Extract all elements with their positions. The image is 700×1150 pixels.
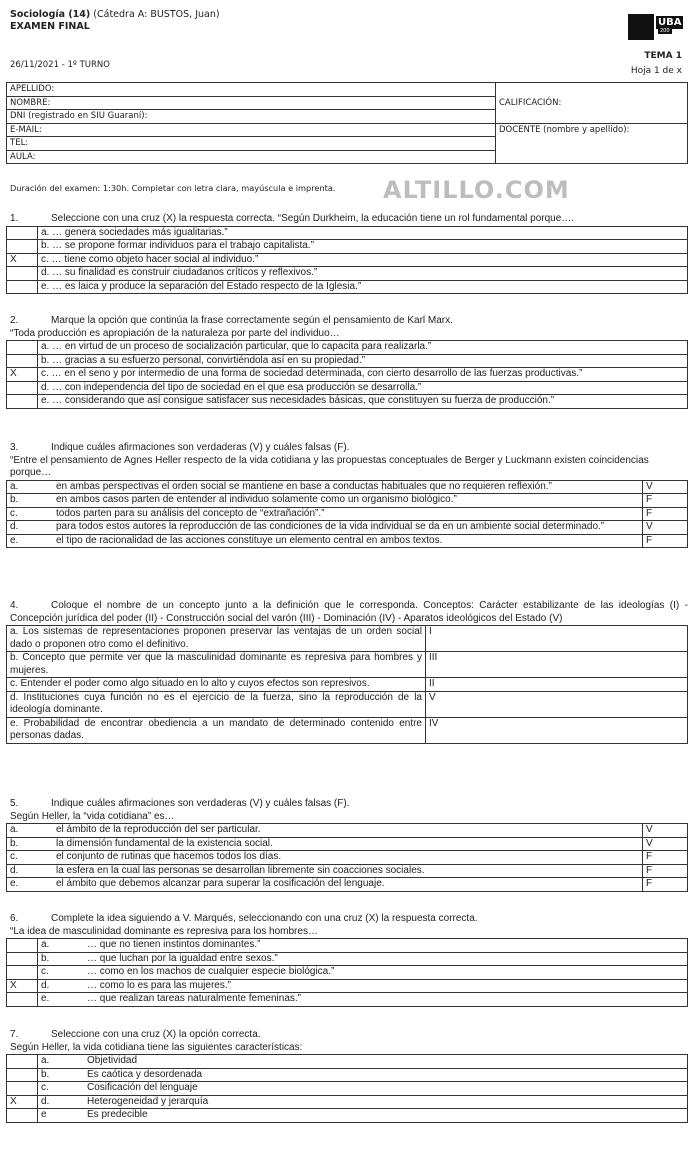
answer-mark[interactable]: [7, 1068, 38, 1082]
option-letter: b.: [41, 1068, 50, 1080]
option-row[interactable]: [7, 993, 688, 1007]
option-row[interactable]: [7, 851, 688, 865]
option-text: Cosificación del lenguaje: [87, 1082, 198, 1093]
option-row[interactable]: [7, 253, 688, 267]
question-subprompt: Según Heller, la vida cotidiana tiene las siguientes características:: [10, 1041, 303, 1053]
answer-mark[interactable]: X: [7, 979, 38, 993]
question-3: [6, 442, 688, 548]
option-text: para todos estos autores la reproducción de las condiciones de la vida individual se da en un ambiente social determinado.”: [56, 521, 605, 532]
definition-row[interactable]: [7, 717, 688, 743]
answer-mark[interactable]: [7, 341, 38, 355]
option-row[interactable]: [7, 979, 688, 993]
option-row[interactable]: [7, 1055, 688, 1069]
options-table: [6, 340, 688, 409]
question-2: [6, 315, 688, 409]
option-text: … que no tienen instintos dominantes.”: [87, 939, 261, 950]
option-text: e. … es laica y produce la separación del Estado respecto de la Iglesia.”: [38, 280, 688, 294]
option-text: Es caótica y desordenada: [87, 1068, 203, 1080]
option-text: … como en los machos de cualquier especie biológica.”: [87, 966, 335, 977]
answer-mark[interactable]: [7, 395, 38, 409]
question-prompt: Seleccione con una cruz (X) la respuesta correcta. “Según Durkheim, la educación tiene un rol fundamental porque….: [51, 213, 575, 224]
matching-table: [6, 625, 688, 744]
option-row[interactable]: [7, 494, 688, 508]
answer-vf[interactable]: F: [643, 507, 688, 521]
option-row[interactable]: [7, 226, 688, 240]
definition-text: a. Los sistemas de representaciones proponen preservar las ventajas de un orden social dado o proponen otro como el definitivo.: [7, 626, 426, 652]
answer-vf[interactable]: F: [643, 878, 688, 892]
option-letter: e.: [41, 993, 50, 1004]
concept-answer[interactable]: II: [426, 678, 688, 692]
answer-mark[interactable]: [7, 939, 38, 953]
exam-tema: TEMA 1: [644, 51, 682, 61]
option-row[interactable]: [7, 1095, 688, 1109]
option-row[interactable]: [7, 824, 688, 838]
option-text: en ambas perspectivas el orden social se mantiene en base a conductas habituales que no requieren reflexión.”: [56, 480, 552, 492]
options-table: [6, 480, 688, 549]
answer-vf[interactable]: V: [643, 521, 688, 535]
option-letter: b.: [41, 952, 50, 964]
options-table: [6, 938, 688, 1007]
field-email[interactable]: E-MAIL:: [7, 123, 496, 137]
option-text: en ambos casos parten de entender al individuo solamente como un organismo biológico.”: [56, 494, 457, 505]
question-number: 6.: [10, 913, 19, 924]
option-row[interactable]: [7, 837, 688, 851]
field-nombre[interactable]: NOMBRE:: [7, 96, 496, 110]
option-row[interactable]: [7, 395, 688, 409]
question-7: [6, 1029, 688, 1123]
option-row[interactable]: [7, 1109, 688, 1123]
field-aula[interactable]: AULA:: [7, 150, 496, 164]
option-letter: a.: [41, 939, 50, 950]
question-subprompt: Según Heller, la “vida cotidiana” es…: [10, 810, 175, 822]
page-number: Hoja 1 de x: [630, 66, 682, 76]
option-text: el ámbito que debemos alcanzar para superar la cosificación del lenguaje.: [56, 878, 385, 889]
answer-vf[interactable]: F: [643, 851, 688, 865]
answer-vf[interactable]: V: [643, 824, 688, 838]
option-text: a. … en virtud de un proceso de socialización particular, que lo capacita para realizarla.”: [38, 341, 688, 355]
question-6: [6, 913, 688, 1007]
uba-logo: [628, 14, 682, 40]
field-tel[interactable]: TEL:: [7, 137, 496, 151]
option-letter: b.: [10, 837, 19, 849]
question-subprompt: “Entre el pensamiento de Agnes Heller respecto de la vida cotidiana y las propuestas conceptuales de Berger y Luckmann existen coincidencias porque…: [10, 454, 649, 478]
option-text: el tipo de racionalidad de las acciones constituye un elemento central en ambos textos.: [56, 534, 443, 546]
option-text: a. … genera sociedades más igualitarias.”: [38, 226, 688, 240]
watermark: ALTILLO.COM: [383, 176, 570, 204]
answer-mark[interactable]: [7, 1109, 38, 1123]
option-row[interactable]: [7, 381, 688, 395]
definition-text: b. Concepto que permite ver que la masculinidad dominante es represiva para hombres y mujeres.: [7, 652, 426, 678]
answer-mark[interactable]: [7, 966, 38, 980]
question-prompt: Marque la opción que continúa la frase correctamente según el pensamiento de Karl Marx.: [51, 315, 453, 326]
option-letter: a.: [41, 1055, 50, 1066]
question-number: 1.: [10, 213, 19, 224]
definition-text: d. Instituciones cuya función no es el ejercicio de la fuerza, sino la reproducción de la ideología dominante.: [7, 691, 426, 717]
option-row[interactable]: [7, 341, 688, 355]
option-text: el ámbito de la reproducción del ser particular.: [56, 824, 261, 835]
answer-mark[interactable]: [7, 267, 38, 281]
field-calificacion[interactable]: CALIFICACIÓN:: [496, 83, 688, 124]
option-text: Heterogeneidad y jerarquía: [87, 1095, 209, 1107]
answer-mark[interactable]: [7, 240, 38, 254]
logo-text: UBA: [658, 17, 682, 28]
definition-row[interactable]: [7, 691, 688, 717]
question-4: [6, 600, 688, 744]
option-row[interactable]: [7, 280, 688, 294]
option-letter: c.: [10, 507, 18, 519]
answer-mark[interactable]: X: [7, 253, 38, 267]
option-letter: a.: [10, 824, 19, 835]
option-row[interactable]: [7, 480, 688, 494]
definition-row[interactable]: [7, 652, 688, 678]
answer-mark[interactable]: [7, 226, 38, 240]
definition-row[interactable]: [7, 626, 688, 652]
answer-mark[interactable]: [7, 381, 38, 395]
concept-answer[interactable]: V: [426, 691, 688, 717]
concept-answer[interactable]: III: [426, 652, 688, 678]
question-number: 7.: [10, 1029, 19, 1040]
options-table: [6, 1054, 688, 1123]
options-table: [6, 226, 688, 295]
option-letter: c.: [41, 966, 49, 977]
exam-date: 26/11/2021 - 1º TURNO: [10, 60, 110, 70]
option-row[interactable]: [7, 878, 688, 892]
answer-mark[interactable]: [7, 993, 38, 1007]
question-subprompt: “Toda producción es apropiación de la naturaleza por parte del individuo…: [10, 327, 340, 339]
concept-answer[interactable]: IV: [426, 717, 688, 743]
option-letter: c.: [41, 1082, 49, 1093]
chair-name: (Cátedra A: BUSTOS, Juan): [93, 9, 220, 20]
answer-vf[interactable]: V: [643, 837, 688, 851]
answer-mark[interactable]: X: [7, 368, 38, 382]
option-letter: e: [41, 1109, 47, 1120]
question-5: [6, 798, 688, 892]
question-1: [6, 213, 688, 294]
question-prompt: Coloque el nombre de un concepto junto a la definición que le corresponda. Conceptos: Carácter estabilizante de las ideologías (I) - Concepción jurídica del poder (II) - Construcción social del varón (III) - Dominación (IV) - Aparatos ideológicos del Estado (V): [10, 600, 688, 624]
question-number: 5.: [10, 798, 19, 809]
option-text: la dimensión fundamental de la existencia social.: [56, 837, 273, 849]
option-text: c. … tiene como objeto hacer social al individuo.”: [38, 253, 688, 267]
option-letter: d.: [10, 521, 19, 532]
option-row[interactable]: [7, 354, 688, 368]
option-text: d. … con independencia del tipo de sociedad en el que esa producción se desarrolla.”: [38, 381, 688, 395]
question-number: 4.: [10, 600, 19, 611]
question-prompt: Seleccione con una cruz (X) la opción correcta.: [51, 1029, 261, 1040]
answer-mark[interactable]: [7, 280, 38, 294]
answer-mark[interactable]: [7, 1082, 38, 1096]
option-text: … como lo es para las mujeres.”: [87, 979, 231, 991]
field-apellido[interactable]: APELLIDO:: [7, 83, 496, 97]
option-row[interactable]: [7, 534, 688, 548]
answer-vf[interactable]: F: [643, 494, 688, 508]
exam-instructions: Duración del examen: 1:30h. Completar con letra clara, mayúscula e imprenta.: [10, 183, 336, 193]
option-letter: d.: [10, 864, 19, 876]
field-docente[interactable]: DOCENTE (nombre y apellido):: [496, 123, 688, 164]
definition-row[interactable]: [7, 678, 688, 692]
field-dni[interactable]: DNI (registrado en SIU Guaraní):: [7, 110, 496, 124]
option-row[interactable]: [7, 240, 688, 254]
option-row[interactable]: [7, 1068, 688, 1082]
option-text: b. … gracias a su esfuerzo personal, convirtiéndola así en su propiedad.”: [38, 354, 688, 368]
option-letter: b.: [10, 494, 19, 505]
answer-mark[interactable]: X: [7, 1095, 38, 1109]
answer-mark[interactable]: [7, 952, 38, 966]
question-number: 2.: [10, 315, 19, 326]
answer-vf[interactable]: V: [643, 480, 688, 494]
option-row[interactable]: [7, 952, 688, 966]
option-text: el conjunto de rutinas que hacemos todos los días.: [56, 851, 282, 862]
definition-text: e. Probabilidad de encontrar obediencia a un mandato de determinado contenido entre personas dadas.: [7, 717, 426, 743]
option-text: e. … considerando que así consigue satisfacer sus necesidades básicas, que constituyen su fuerza de producción.”: [38, 395, 688, 409]
student-data-table: [6, 82, 688, 164]
option-row[interactable]: [7, 966, 688, 980]
option-text: la esfera en la cual las personas se desarrollan libremente sin coacciones sociales.: [56, 864, 425, 876]
option-text: … que luchan por la igualdad entre sexos.”: [87, 952, 278, 964]
question-prompt: Indique cuáles afirmaciones son verdaderas (V) y cuáles falsas (F).: [51, 798, 350, 809]
option-letter: c.: [10, 851, 18, 862]
option-text: b. … se propone formar individuos para el trabajo capitalista.”: [38, 240, 688, 254]
option-row[interactable]: [7, 368, 688, 382]
question-number: 3.: [10, 442, 19, 453]
question-subprompt: “La idea de masculinidad dominante es represiva para los hombres…: [10, 925, 318, 937]
exam-type: EXAMEN FINAL: [10, 21, 90, 32]
option-row[interactable]: [7, 521, 688, 535]
options-table: [6, 823, 688, 892]
definition-text: c. Entender el poder como algo situado en lo alto y cuyos efectos son represivos.: [7, 678, 426, 692]
option-row[interactable]: [7, 939, 688, 953]
answer-vf[interactable]: F: [643, 534, 688, 548]
option-text: Es predecible: [87, 1109, 148, 1120]
question-prompt: Indique cuáles afirmaciones son verdaderas (V) y cuáles falsas (F).: [51, 442, 350, 453]
answer-mark[interactable]: [7, 354, 38, 368]
option-text: d. … su finalidad es construir ciudadanos críticos y reflexivos.”: [38, 267, 688, 281]
logo-subtext: 200: [660, 28, 670, 34]
question-prompt: Complete la idea siguiendo a V. Marqués, seleccionando con una cruz (X) la respuesta correcta.: [51, 913, 478, 924]
option-row[interactable]: [7, 507, 688, 521]
exam-header: [10, 9, 220, 33]
option-letter: a.: [10, 480, 19, 492]
answer-vf[interactable]: F: [643, 864, 688, 878]
option-row[interactable]: [7, 864, 688, 878]
option-text: todos parten para su análisis del concepto de “extrañación”.”: [56, 507, 325, 519]
option-letter: e.: [10, 878, 19, 889]
logo-mark-icon: [628, 14, 654, 40]
option-letter: d.: [41, 1095, 50, 1107]
concept-answer[interactable]: I: [426, 626, 688, 652]
option-row[interactable]: [7, 267, 688, 281]
course-name: Sociología (14): [10, 9, 91, 20]
option-letter: e.: [10, 534, 19, 546]
option-letter: d.: [41, 979, 50, 991]
answer-mark[interactable]: [7, 1055, 38, 1069]
option-row[interactable]: [7, 1082, 688, 1096]
option-text: c. … en el seno y por intermedio de una forma de sociedad determinada, con cierto desarrollo de las fuerzas productivas.”: [38, 368, 688, 382]
option-text: Objetividad: [87, 1055, 138, 1066]
option-text: … que realizan tareas naturalmente femeninas.”: [87, 993, 302, 1004]
